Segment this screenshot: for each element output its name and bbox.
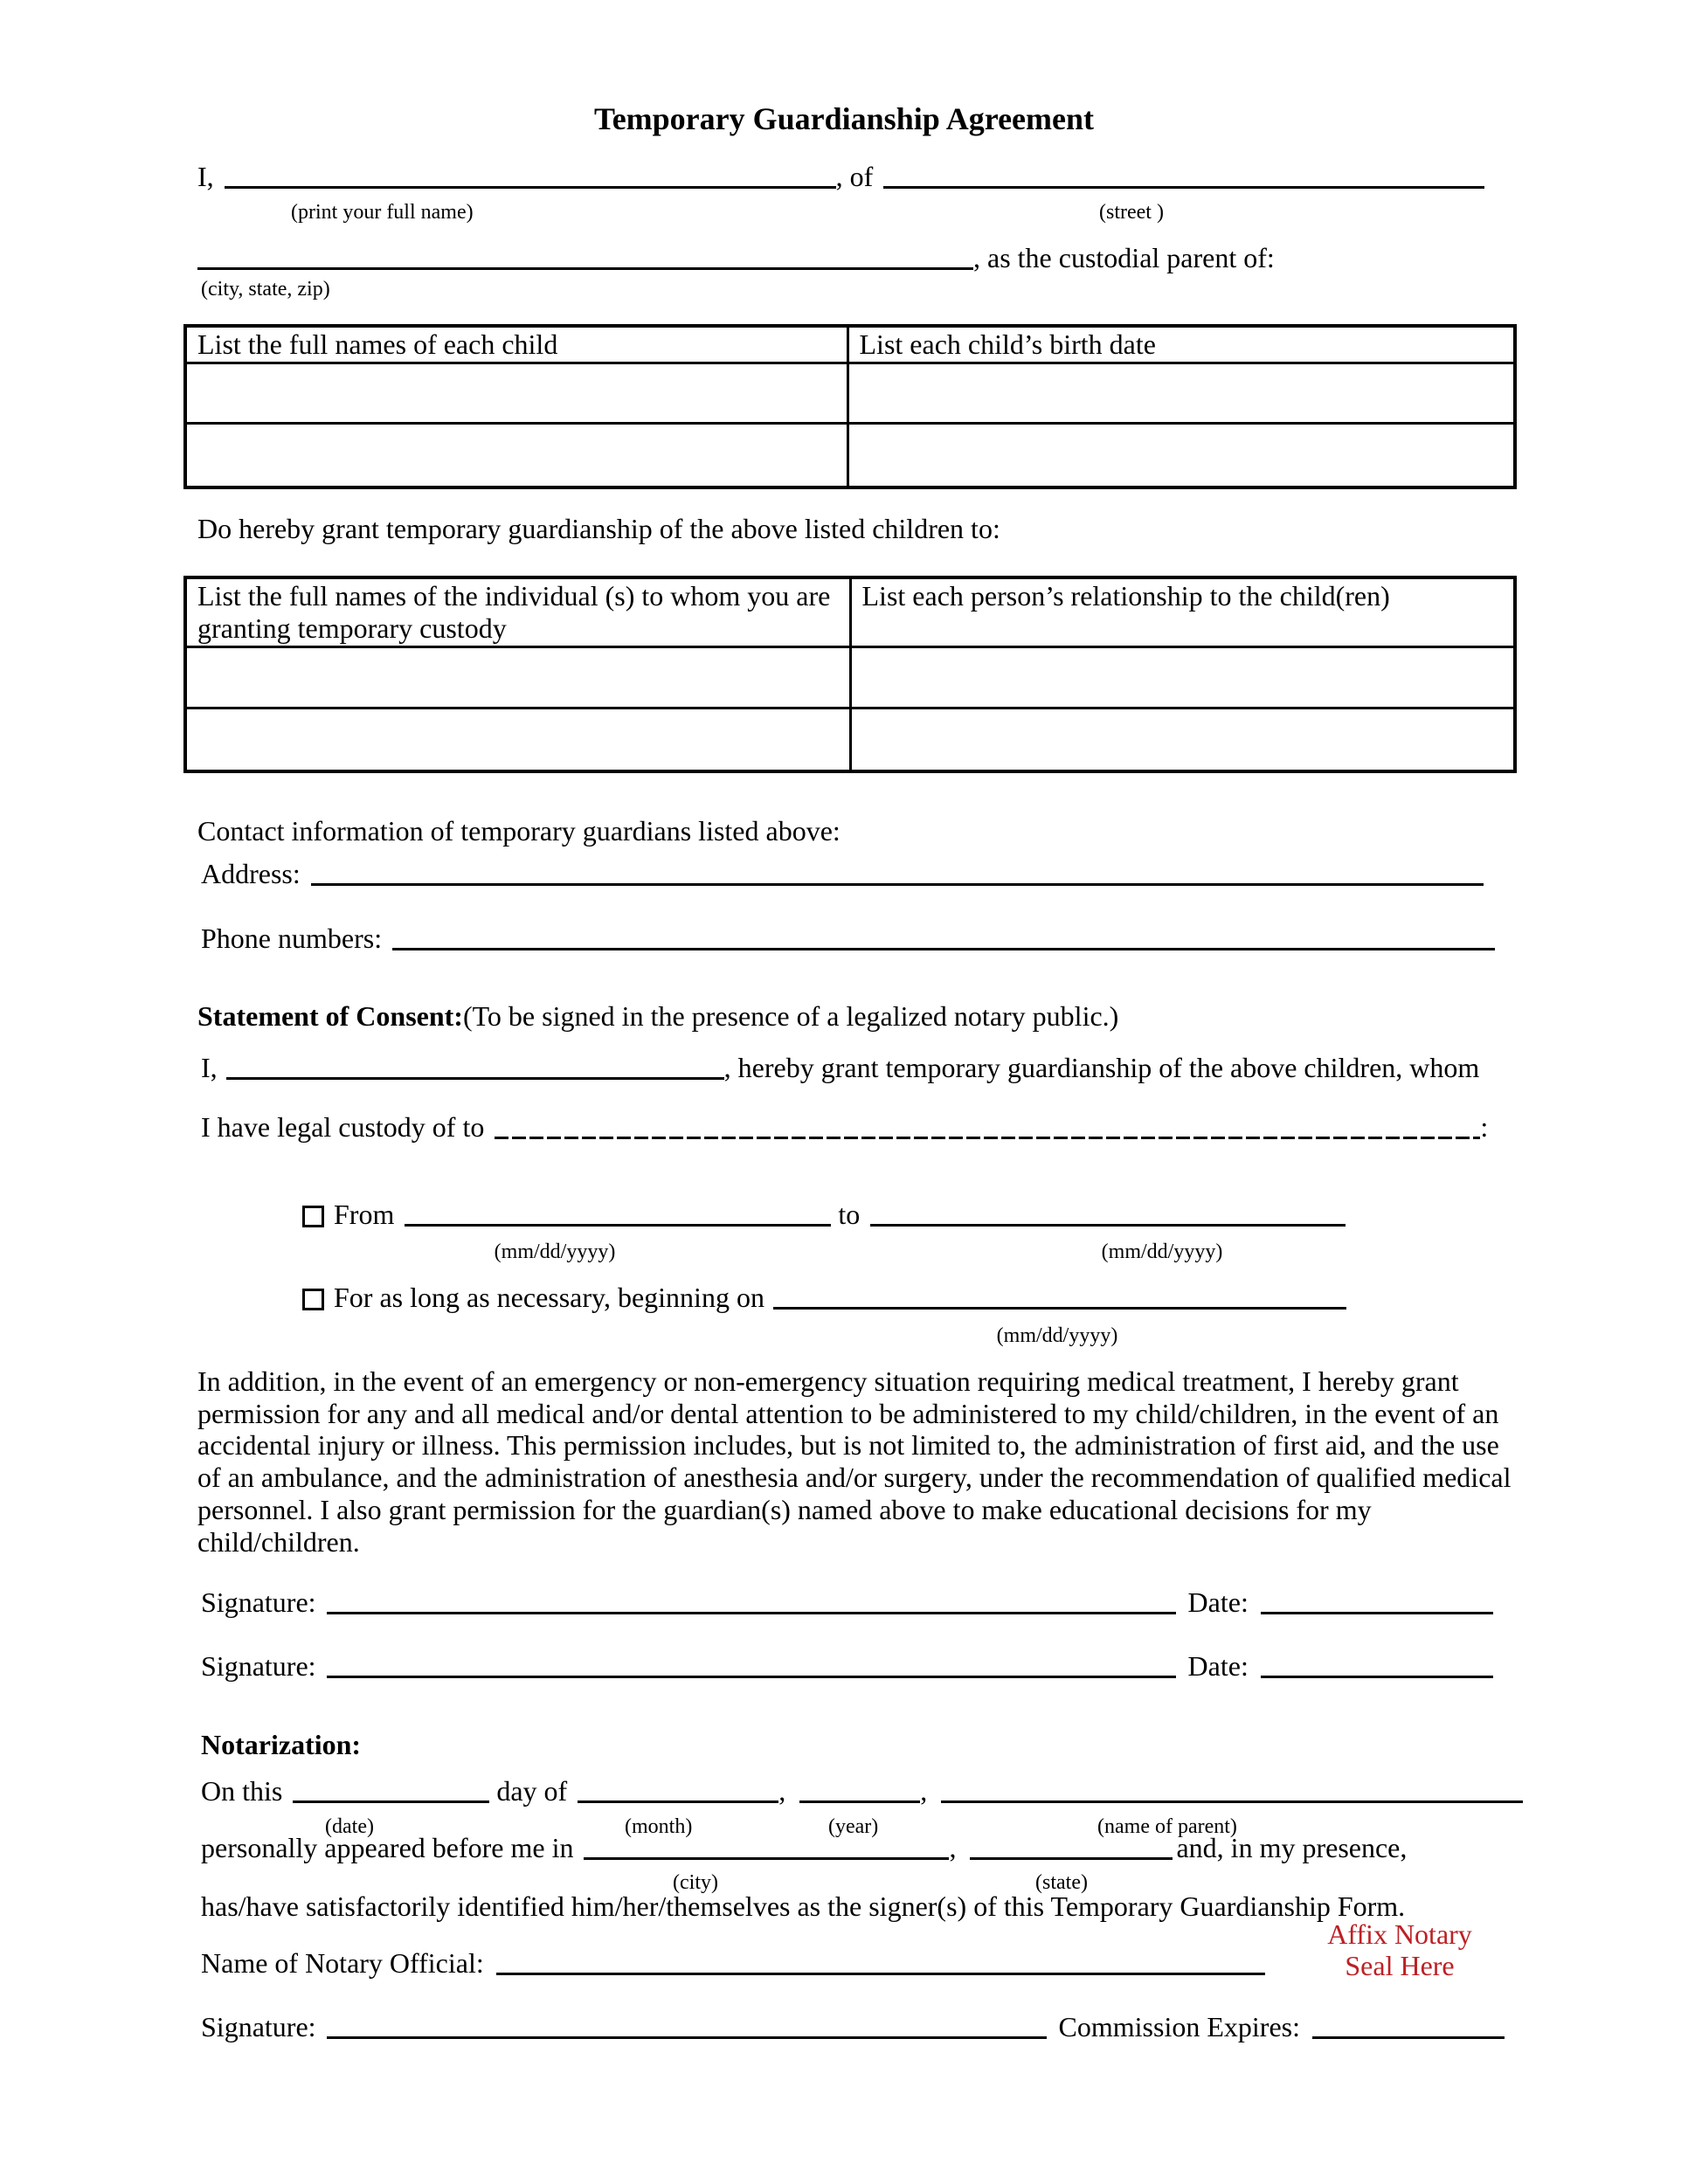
notary-seal-note (1312, 1918, 1487, 1981)
date-blank-1[interactable] (1261, 1607, 1493, 1614)
children-table-cell-birthdate-2[interactable] (847, 424, 1515, 487)
notary-appeared-line (201, 1830, 1407, 1865)
signature-line-2 (201, 1648, 1493, 1683)
commission-expires-blank[interactable] (1312, 2032, 1505, 2039)
notary-state-blank[interactable] (970, 1853, 1173, 1860)
signature-label-2: Signature: (201, 1650, 316, 1682)
commission-expires-label: Commission Expires: (1058, 2011, 1300, 2042)
contact-heading (197, 813, 841, 848)
custodial-text: , as the custodial parent of: (973, 242, 1275, 273)
notary-signature-blank[interactable] (327, 2032, 1047, 2039)
children-table-cell-birthdate-1[interactable] (847, 363, 1515, 424)
medical-consent-paragraph: In addition, in the event of an emergency or non-emergency situation requiring medical treatment, I hereby grant permission for any and all medical and/or dental attention to be administered to my child/children, in the event of an accidental injury or illness. This permission includes, but is not limited to, the administration of first aid, and the use of an ambulance, and the administration of anesthesia and/or surgery, under the recommendation of qualified medical personnel. I also grant permission for the guardian(s) named above to make educational decisions for my child/children. (197, 1365, 1512, 1558)
intro-line-1 (197, 159, 1484, 194)
children-table (183, 324, 1517, 489)
address-line (201, 856, 1484, 891)
guardians-table-header-names: List the full names of the individual (s) to whom you are granting temporary custody (185, 577, 850, 647)
consent-grant-rest: , hereby grant temporary guardianship of the above children, whom (723, 1052, 1480, 1083)
beginning-date-format-label: (mm/dd/yyyy) (996, 1324, 1118, 1347)
comma-1: , (778, 1775, 786, 1807)
address-label: Address: (201, 858, 301, 889)
date-blank-2[interactable] (1261, 1671, 1493, 1678)
notary-month-blank[interactable] (578, 1796, 778, 1803)
signature-blank-2[interactable] (327, 1671, 1176, 1678)
beginning-date-blank[interactable] (773, 1303, 1346, 1310)
notary-signature-line (201, 2009, 1505, 2044)
custody-text: I have legal custody of to (201, 1111, 485, 1143)
notary-year-label: (year) (828, 1815, 879, 1838)
notary-state-label: (state) (1035, 1871, 1088, 1894)
children-table-cell-name-2[interactable] (185, 424, 847, 487)
grant-statement-text: Do hereby grant temporary guardianship of the above listed children to: (197, 513, 1000, 544)
to-date-format-label: (mm/dd/yyyy) (1101, 1241, 1223, 1263)
notary-identified-line (201, 1889, 1405, 1924)
to-date-blank[interactable] (870, 1220, 1346, 1227)
signature-blank-1[interactable] (327, 1607, 1176, 1614)
guardians-table-header-relationship: List each person’s relationship to the child(ren) (850, 577, 1515, 647)
notary-city-label: (city) (673, 1871, 718, 1894)
notary-name-blank[interactable] (496, 1968, 1265, 1975)
signature-line-1 (201, 1585, 1493, 1620)
phone-line (201, 921, 1495, 956)
consent-heading (197, 999, 1118, 1033)
notary-month-label: (month) (625, 1815, 693, 1838)
signature-label-1: Signature: (201, 1586, 316, 1618)
address-blank[interactable] (311, 879, 1484, 886)
guardians-table (183, 576, 1517, 773)
guardians-table-cell-name-1[interactable] (185, 647, 850, 708)
phone-label: Phone numbers: (201, 923, 383, 954)
grant-statement (197, 511, 1000, 546)
intro-of-connector: , of (835, 161, 874, 192)
custody-guardian-blank[interactable] (495, 1132, 1480, 1139)
date-label-1: Date: (1187, 1586, 1249, 1618)
consent-heading-note: (To be signed in the presence of a legalized notary public.) (462, 1000, 1119, 1032)
notary-signature-label: Signature: (201, 2011, 316, 2042)
intro-line-2 (197, 240, 1275, 275)
from-label: From (334, 1199, 395, 1230)
necessary-label: For as long as necessary, beginning on (334, 1282, 764, 1313)
appeared-text: personally appeared before me in (201, 1832, 574, 1863)
street-label: (street ) (1099, 201, 1164, 224)
children-table-header-birthdate: List each child’s birth date (847, 326, 1515, 363)
notary-day-blank[interactable] (293, 1796, 489, 1803)
guardians-table-cell-relationship-1[interactable] (850, 647, 1515, 708)
consent-i-prefix: I, (201, 1052, 218, 1083)
notary-seal-note-line-1: Affix Notary (1327, 1918, 1472, 1950)
as-long-as-necessary-option (302, 1280, 1346, 1315)
on-this-text: On this (201, 1775, 283, 1807)
notary-parent-name-blank[interactable] (941, 1796, 1523, 1803)
print-name-label: (print your full name) (291, 201, 474, 224)
from-date-format-label: (mm/dd/yyyy) (494, 1241, 616, 1263)
notary-date-line (201, 1773, 1523, 1808)
as-long-as-necessary-checkbox[interactable] (302, 1289, 324, 1310)
notary-seal-note-line-2: Seal Here (1345, 1950, 1455, 1981)
guardians-table-cell-relationship-2[interactable] (850, 708, 1515, 771)
full-name-blank[interactable] (225, 182, 836, 189)
phone-blank[interactable] (392, 943, 1495, 950)
from-to-checkbox[interactable] (302, 1206, 324, 1227)
notarization-heading-text: Notarization: (201, 1729, 362, 1760)
presence-text: and, in my presence, (1176, 1832, 1408, 1863)
identified-text: has/have satisfactorily identified him/her/themselves as the signer(s) of this Temporary Guardianship Form. (201, 1890, 1406, 1922)
notarization-heading (201, 1727, 361, 1762)
comma-2: , (920, 1775, 928, 1807)
children-table-cell-name-1[interactable] (185, 363, 847, 424)
notary-date-label: (date) (325, 1815, 374, 1838)
date-label-2: Date: (1187, 1650, 1249, 1682)
city-state-zip-blank[interactable] (197, 263, 973, 270)
page-title: Temporary Guardianship Agreement (593, 101, 1095, 136)
custody-line (201, 1109, 1488, 1144)
comma-3: , (949, 1832, 957, 1863)
custody-colon: : (1480, 1111, 1489, 1143)
city-state-zip-label: (city, state, zip) (201, 278, 330, 301)
from-to-option (302, 1197, 1346, 1232)
to-label: to (838, 1199, 861, 1230)
consent-grantor-name-blank[interactable] (226, 1073, 724, 1080)
contact-heading-text: Contact information of temporary guardians listed above: (197, 815, 841, 847)
day-of-text: day of (496, 1775, 568, 1807)
street-blank[interactable] (883, 182, 1484, 189)
children-table-header-names: List the full names of each child (185, 326, 847, 363)
notary-name-label: Name of Notary Official: (201, 1947, 484, 1979)
consent-heading-bold: Statement of Consent: (197, 1000, 463, 1032)
notary-parent-label: (name of parent) (1097, 1815, 1237, 1838)
guardians-table-cell-name-2[interactable] (185, 708, 850, 771)
notary-city-blank[interactable] (584, 1853, 949, 1860)
consent-grantor-line (201, 1050, 1479, 1085)
notary-year-blank[interactable] (799, 1796, 920, 1803)
intro-i-prefix: I, (197, 161, 214, 192)
from-date-blank[interactable] (405, 1220, 831, 1227)
notary-name-line (201, 1946, 1265, 1980)
